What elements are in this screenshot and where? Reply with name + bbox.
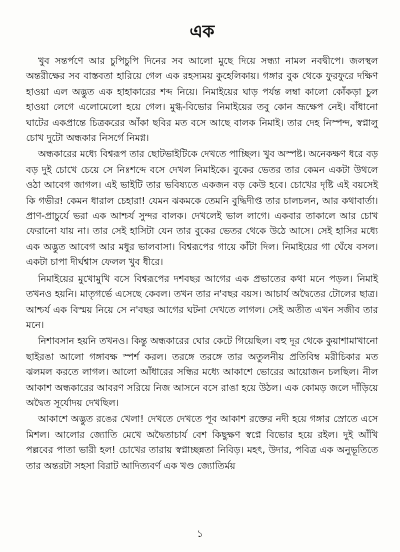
page-number: ১ (196, 529, 204, 540)
body-text (26, 54, 378, 474)
paragraph: নিমাইয়ের মুখোমুখি বসে বিশ্বরূপের দশবছর আগের এক প্রভাতের কথা মনে পড়ল। নিমাই তখনও হয়নি। মাতৃগর্ভে এসেছে কেবল। তখন তার ন'বছর বয়স। আচার্য অদ্বৈতের টোলের ছাত্র। আশ্চর্য এক বিস্ময় নিয়ে সে ন'বছর আগের ঘটনা দেখতে লাগল। সেই অতীত এখন সজীব তার মনে। (26, 273, 378, 331)
paragraph: নিশাবসান হয়নি তখনও। কিন্তু অন্ধকারের ঘোর কেটে গিয়েছিল। বহু দূর থেকে কুয়াশামাখানো ছাইরঙা আলো গঙ্গাবক্ষ স্পর্শ করল। তরঙ্গে তরঙ্গে তার অতুলনীয় প্রতিবিম্ব মরীচিকার মত ঝলমল করতে লাগল। আলো আঁধারের সন্ধির মধ্যে আকাশে ভোরের আয়োজন চলছিল। নীল আকাশ অন্ধকারের আবরণ সরিয়ে নিজ আসনে বসে রাঙা হয়ে উঠল। এক কোমড় জলে দাঁড়িয়ে অদ্বৈত সূর্যোদয় দেখছিল। (26, 336, 378, 409)
paragraph: খুব সন্তর্পণে আর চুপিচুপি দিনের সব আলো মুছে দিয়ে সন্ধ্যা নামল নবদ্বীপে। জলস্থল অন্তরীক্ষের সব বাস্তবতা হারিয়ে গেল এক রহস্যময় কুহেলিকায়। গঙ্গার বুক থেকে ফুরফুরে দক্ষিণ হাওয়া এল অদ্ভুত এক হাহাকারের শব্দ নিয়ে। নিমাইয়ের ঘাড় পর্যন্ত লম্বা কালো কোঁকড়া চুল হাওয়া লেগে এলোমেলো হয়ে গেল। মুগ্ধ-বিভোর নিমাইয়ের তবু কোন ভ্রূক্ষেপ নেই। বাঁধানো ঘাটের একপ্রান্তে চিত্রকরের আঁকা ছবির মত বসে আছে বালক নিমাই। তার দেহ নিস্পন্দ, স্বপ্নালু চোখ দুটো অন্ধকার নিসর্গে নিমগ্ন। (26, 56, 378, 145)
chapter-title: এক (189, 22, 215, 42)
paragraph: অন্ধকারের মধ্যে বিশ্বরূপ তার ছোটভাইটিকে দেখতে পাচ্ছিল। খুব অস্পষ্ট। অনেকক্ষণ ধরে বড় বড় দুই চোখে চেয়ে সে নিঃশব্দে বসে দেখল নিমাইকে। বুকের ভেতর তার কেমন একটা উথলে ওঠা আবেগ জাগল। এই ভাইটি তার ভবিষ্যতে একজন বড় কেউ হবে। চোখের দৃষ্টি এই বয়সেই কি গভীর! কেমন ধারাল চেহারা! যেমন ঝকমকে তেমনি বুদ্ধিদীপ্ত তার চালচলন, আর কথাবার্তা। প্রাণ-প্রাচুর্যে ভরা এক আশ্চর্য সুন্দর বালক। দেখলেই ভাল লাগে। একবার তাকালে আর চোখ ফেরানো যায় না। তার সেই হাসিটা যেন তার বুকের ভেতর থেকে উঠে আসে। সেই হাসির মধ্যে এক অদ্ভুত আবেগ আর মধুর ভালবাসা। বিশ্বরূপের গায়ে কাঁটা দিল। নিমাইয়ের গা ঘেঁষে বসল। একটা চাপা দীর্ঘশ্বাস ফেলল খুব ধীরে। (26, 149, 378, 269)
paragraph: আকাশে অদ্ভুত রঙের খেলা! দেখতে দেখতে পূব আকাশ রক্তের নদী হয়ে গঙ্গার স্রোতে এসে মিশল। আলোর জ্যোতি মেখে অদ্বৈতাচার্য বেশ কিছুক্ষণ স্বপ্নে বিভোর হয়ে রইল। দুই আঁখি পল্লবের পাতা ভারী হল! চোখের তারায় স্বপ্নাচ্ছন্নতা নিবিড়। মহৎ, উদার, পবিত্র এক অনুভূতিতে তার অন্তরটা সহসা বিরাট আদিত্যবর্ণ এক খণ্ড জ্যোতির্ময় (26, 414, 378, 472)
